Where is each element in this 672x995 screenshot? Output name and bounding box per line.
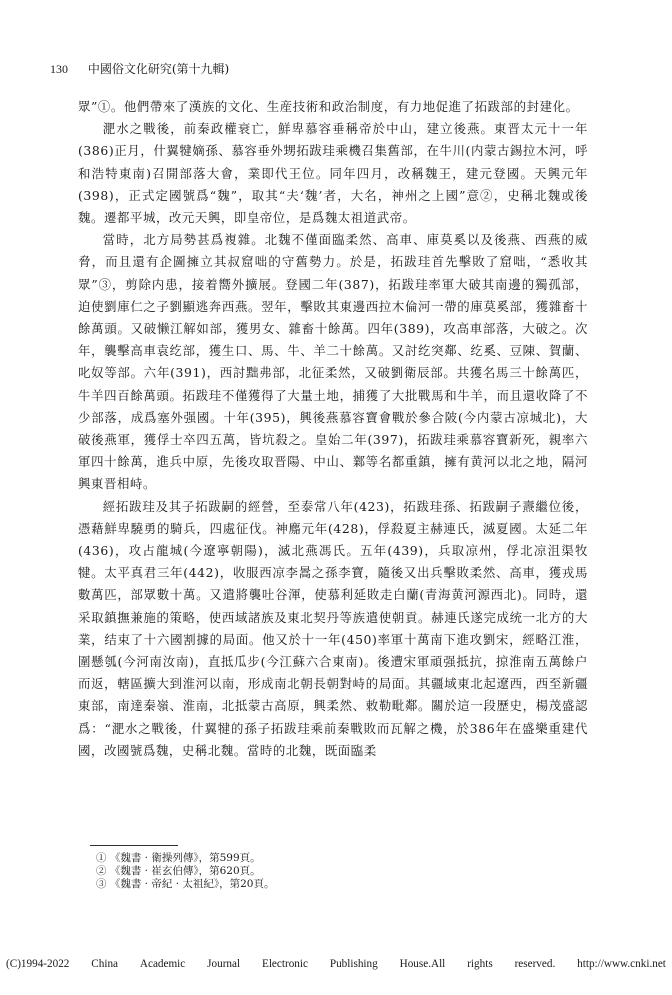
footnote-1: ① 《魏書 · 衛操列傳》，第599頁。 xyxy=(96,852,261,864)
paragraph-2: 淝水之戰後，前秦政權衰亡，鮮卑慕容垂稱帝於中山，建立後燕。東晋太元十一年(386)正月，什翼犍嫡孫、慕容垂外甥拓跋珪乘機召集舊部，在牛川(内蒙古錫拉木河，呼和浩特東南)召開部落大會，業即代王位。同年四月，改稱魏王，建元登國。天興元年(398)，正式定國號爲“魏”，取其“夫‘魏’者，大名，神州之上國”意②，史稱北魏或後魏。遷都平城，改元天興，即皇帝位，是爲魏太祖道武帝。 xyxy=(78,121,588,226)
body-text xyxy=(78,96,588,762)
footer-word: House.All xyxy=(399,958,446,970)
footer-word: Electronic xyxy=(261,958,308,970)
footnotes xyxy=(96,852,274,891)
footnote-divider xyxy=(90,845,178,846)
footer-word: Academic xyxy=(139,958,186,970)
footer-word: China xyxy=(91,958,119,970)
running-header xyxy=(50,60,229,77)
footer-word: rights xyxy=(467,958,493,970)
footer-link[interactable]: http://www.cnki.net xyxy=(577,958,666,970)
paragraph-4: 經拓跋珪及其子拓跋嗣的經營，至泰常八年(423)，拓跋珪孫、拓跋嗣子燾繼位後，憑藉鮮卑驍勇的騎兵，四處征伐。神䴥元年(428)，俘殺夏主赫連氏，滅夏國。太延二年(436)，攻占龍城(今遼寧朝陽)，滅北燕馮氏。五年(439)，兵取凉州，俘北凉沮渠牧犍。太平真君三年(442)，收服西凉李暠之孫李寶，隨後又出兵擊敗柔然、高車，獲戎馬數萬匹，部眾數十萬。又遣將襲吐谷渾，使慕利延敗走白蘭(青海黄河源西北)。同時，還采取鎮撫兼施的策略，使西域諸族及東北契丹等族遣使朝貢。赫連氏遂完成统一北方的大業，结束了十六國割據的局面。他又於十一年(450)率軍十萬南下進攻劉宋，經略江淮，圍懸瓠(今河南汝南)，直抵瓜步(今江蘇六合東南)。後遭宋軍頑强抵抗，掠淮南五萬餘户而返，轄區擴大到淮河以南，形成南北朝長朝對峙的局面。其疆域東北起遼西，西至新疆東部，南達秦嶺、淮南，北抵蒙古高原，興柔然、敕勒毗鄰。關於這一段歷史，楊茂盛認爲：“淝水之戰後，什翼犍的孫子拓跋珪乘前秦戰敗而瓦解之機，於386年在盛樂重建代國，改國號爲魏，史稱北魏。當時的北魏，既面臨柔 xyxy=(78,498,588,758)
footer-word: Publishing xyxy=(329,958,378,970)
footnote-2: ② 《魏書 · 崔玄伯傳》，第620頁。 xyxy=(96,865,261,877)
page-number: 130 xyxy=(50,62,68,76)
footer-word: reserved. xyxy=(514,958,556,970)
copyright-footer xyxy=(6,958,666,970)
footnote-3: ③ 《魏書 · 帝紀 · 太祖紀》，第20頁。 xyxy=(96,878,275,890)
footer-word: Journal xyxy=(207,958,241,970)
paragraph-3: 當時，北方局勢甚爲複雜。北魏不僅面臨柔然、高車、庫莫奚以及後燕、西燕的威脅，而且還有企圖擁立其叔窟咄的守舊勢力。於是，拓跋珪首先擊敗了窟咄，“悉收其眾”③，剪除内患，接着嚮外擴展。登國二年(387)，拓跋珪率軍大破其南邊的獨孤部，迫使劉庫仁之子劉顯逃奔西燕。翌年，擊敗其東邊西拉木倫河一帶的庫莫奚部，獲雜畜十餘萬頭。又破懒江解如部，獲男女、雜畜十餘萬。四年(389)，攻高車部落，大破之。次年，襲擊高車袁纥部，獲生口、馬、牛、羊二十餘萬。又討纥突鄰、纥奚、豆陳、賀蘭、叱奴等部。六年(391)，西討黜弗部，北征柔然，又破劉衛辰部。共獲名馬三十餘萬匹，牛羊四百餘萬頭。拓跋珪不僅獲得了大量土地，捕獲了大批戰馬和牛羊，而且還收降了不少部落，成爲塞外强國。十年(395)，興後燕慕容寶會戰於參合陂(今内蒙古凉城北)，大破後燕軍，獲俘士卒四五萬，皆坑殺之。皇始二年(397)，拓跋珪乘慕容寶新死，親率六軍四十餘萬，進兵中原，先後攻取晋陽、中山、鄴等名都重鎮，擁有黄河以北之地，隔河興東晋相峙。 xyxy=(78,232,588,492)
footer-word: (C)1994-2022 xyxy=(6,958,70,970)
journal-title: 中國俗文化研究(第十九輯) xyxy=(87,62,230,76)
paragraph-1: 眾”①。他們帶來了漢族的文化、生産技術和政治制度，有力地促進了拓跋部的封建化。 xyxy=(78,99,579,114)
